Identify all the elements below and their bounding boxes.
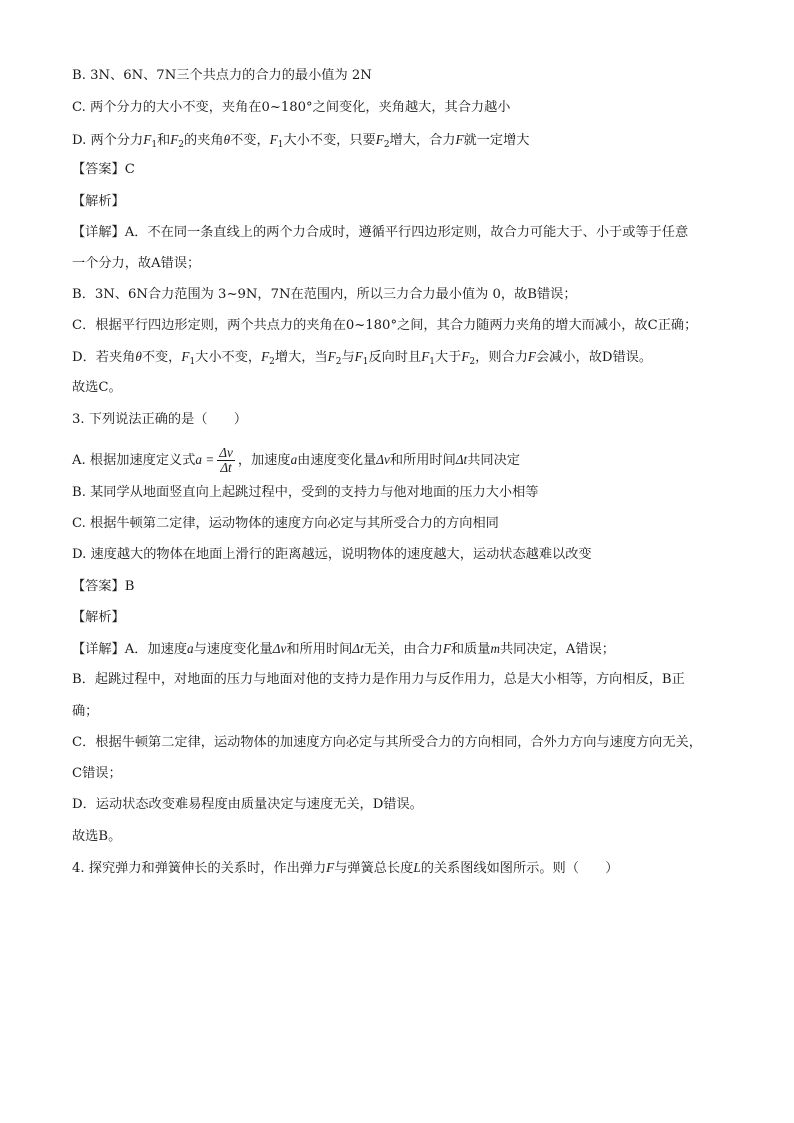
formula-lhs: a = (195, 452, 215, 467)
sub: 2 (383, 140, 390, 150)
var-theta: θ (135, 349, 142, 364)
q2-option-d (72, 130, 529, 155)
q3-stem: 3. 下列说法正确的是（ ） (72, 412, 248, 427)
text: ，则合力 (475, 350, 528, 365)
text: D．若夹角 (72, 350, 136, 365)
sub: 1 (189, 357, 196, 367)
sub: 2 (178, 140, 185, 150)
text: 会减小，故D错误。 (535, 350, 653, 365)
q2-choose: 故选C。 (72, 380, 122, 395)
sub: 2 (269, 357, 275, 367)
sub: 1 (277, 140, 284, 150)
text: 增大，合力 (389, 133, 456, 148)
fraction-numerator: Δv (219, 445, 233, 460)
q3-analysis-heading: 【解析】 (72, 610, 125, 625)
var-a: a (290, 452, 298, 467)
var-theta: θ (223, 132, 231, 147)
text: 大于 (434, 350, 462, 365)
text: 与弹簧总长度 (334, 861, 414, 876)
q3-detail-line-1 (72, 639, 615, 660)
text: 和 (157, 133, 171, 148)
q2-detail-line-4: C．根据平行四边形定则，两个共点力的夹角在0~180°之间，其合力随两力夹角的增大而减小，故C正确； (72, 318, 698, 333)
q2-option-b: B. 3N、6N、7N三个共点力的合力的最小值为 2N (72, 68, 372, 83)
text: 大小不变， (195, 350, 262, 365)
q3-option-b: B. 某同学从地面竖直向上起跳过程中，受到的支持力与他对地面的压力大小相等 (72, 485, 539, 500)
text: 大小不变，只要 (283, 133, 376, 148)
text: D. 两个分力 (72, 133, 144, 148)
var-f: F (421, 349, 430, 364)
text: 共同决定，A错误； (499, 642, 615, 657)
sub: 2 (469, 357, 476, 367)
text: 由速度变化量 (297, 453, 377, 468)
text: 增大，当 (274, 350, 328, 365)
var-f: F (170, 132, 179, 147)
var-f: F (375, 132, 384, 147)
q3-detail-line-6: D．运动状态改变难易程度由质量决定与速度无关，D错误。 (72, 797, 423, 812)
text: 共同决定 (467, 453, 520, 468)
q2-answer: 【答案】C (72, 162, 135, 177)
text: 与速度变化量 (193, 642, 273, 657)
text: 不变， (141, 350, 182, 365)
q3-choose: 故选B。 (72, 829, 122, 844)
var-f: F (455, 132, 464, 147)
text: 就一定增大 (463, 133, 530, 148)
text: A. 根据加速度定义式 (72, 453, 196, 468)
var-dv: Δv (272, 641, 287, 656)
var-a: a (187, 641, 194, 656)
q2-option-c: C. 两个分力的大小不变，夹角在0~180°之间变化，夹角越大，其合力越小 (72, 100, 511, 115)
sub: 2 (335, 357, 342, 367)
text: 的夹角 (184, 133, 224, 148)
text: 反向时且 (368, 350, 422, 365)
q3-detail-line-3: 确； (72, 704, 99, 719)
var-dv: Δv (376, 452, 390, 467)
text: 【详解】A．加速度 (72, 642, 188, 657)
var-f: F (461, 349, 470, 364)
var-f: F (442, 641, 451, 656)
sub: 1 (429, 357, 435, 367)
q2-detail-line-2: 一个分力，故A错误； (72, 256, 201, 271)
q3-option-a (72, 446, 520, 475)
q3-detail-line-2: B．起跳过程中，对地面的压力与地面对他的支持力是作用力与反作用力，总是大小相等，方向相反，B正 (72, 672, 685, 687)
text: ，加速度 (237, 453, 291, 468)
text: 和质量 (450, 642, 491, 657)
q2-detail-line-3: B．3N、6N合力范围为 3~9N，7N在范围内，所以三力合力最小值为 0，故B错误； (72, 287, 577, 302)
q3-detail-line-5: C错误； (72, 766, 122, 781)
q3-detail-line-4: C．根据牛顿第二定律，运动物体的加速度方向必定与其所受合力的方向相同，合外力方向与速度方向无关， (72, 735, 702, 750)
var-f: F (143, 132, 152, 147)
fraction-denominator: Δt (220, 460, 232, 475)
text: 和所用时间 (389, 453, 456, 468)
text: 不变， (230, 133, 270, 148)
var-f: F (261, 349, 270, 364)
q3-answer: 【答案】B (72, 579, 135, 594)
text: 与 (341, 350, 355, 365)
text: 的关系图线如图所示。则（ ） (420, 861, 619, 876)
var-dt: Δt (455, 452, 468, 467)
var-m: m (490, 641, 500, 656)
q2-analysis-heading: 【解析】 (72, 194, 125, 209)
text: 无关，由合力 (363, 642, 443, 657)
var-f: F (269, 132, 278, 147)
var-f: F (527, 349, 536, 364)
sub: 1 (151, 140, 158, 150)
text: 4. 探究弹力和弹簧伸长的关系时，作出弹力 (72, 861, 327, 876)
var-f: F (354, 349, 363, 364)
fraction (217, 446, 235, 475)
q3-option-c: C. 根据牛顿第二定律，运动物体的速度方向必定与其所受合力的方向相同 (72, 516, 499, 531)
q2-detail-line-5 (72, 347, 652, 372)
var-f: F (327, 349, 336, 364)
var-f: F (326, 860, 335, 875)
text: 和所用时间 (286, 642, 353, 657)
var-dt: Δt (352, 641, 364, 656)
q3-option-d: D. 速度越大的物体在地面上滑行的距离越远，说明物体的速度越大，运动状态越难以改变 (72, 547, 592, 562)
q4-stem (72, 858, 619, 879)
q2-detail-line-1: 【详解】A．不在同一条直线上的两个力合成时，遵循平行四边形定则，故合力可能大于、小于或等于任意 (72, 225, 689, 240)
var-f: F (181, 349, 190, 364)
sub: 1 (362, 357, 369, 367)
var-l: L (413, 860, 421, 875)
